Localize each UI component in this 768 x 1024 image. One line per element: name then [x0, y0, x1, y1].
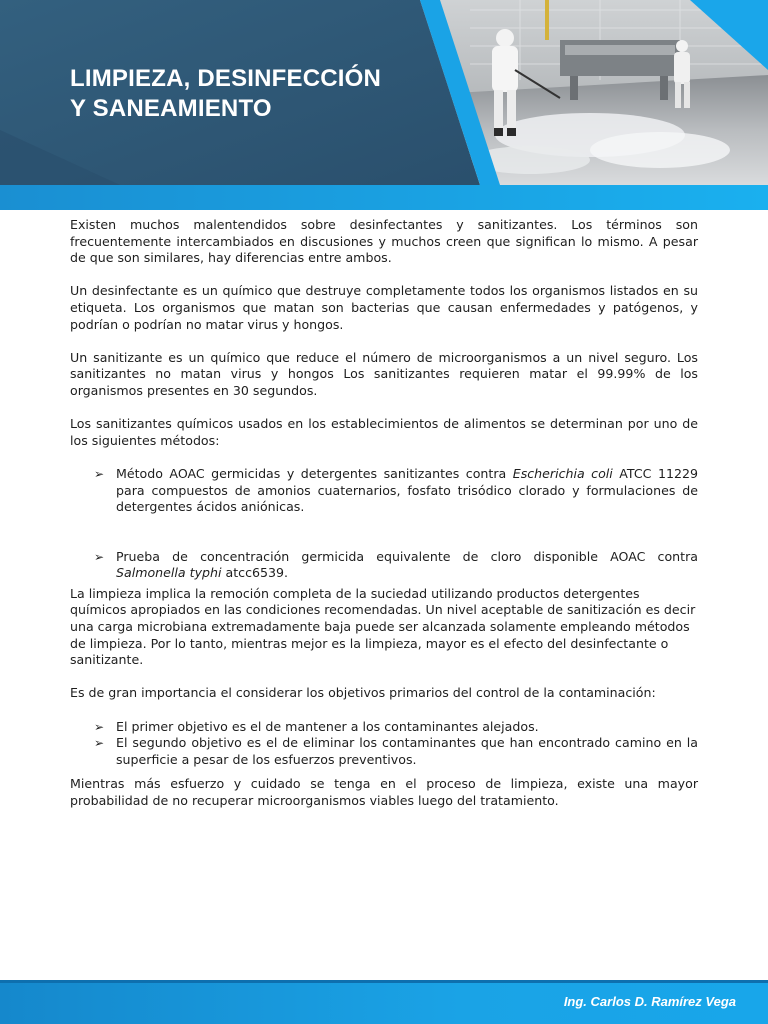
paragraph: Existen muchos malentendidos sobre desinfectantes y sanitizantes. Los términos son frecuentemente intercambiados en discusiones y muchos creen que significan lo mismo. A pesar de que son similares, hay diferencias entre ambos.	[70, 217, 698, 266]
arrow-bullet-icon: ➢	[94, 736, 105, 751]
list-item: ➢ Método AOAC germicidas y detergentes sanitizantes contra Escherichia coli ATCC 11229 para compuestos de amonios cuaternarios, fosfato trisódico clorado y formulaciones de detergentes ácidos aniónicas.	[94, 465, 699, 515]
article-body	[70, 217, 698, 826]
arrow-bullet-icon: ➢	[94, 466, 105, 481]
title-line-1: LIMPIEZA, DESINFECCIÓN	[70, 65, 382, 92]
arrow-bullet-icon: ➢	[94, 719, 105, 734]
objectives-list	[70, 719, 698, 769]
paragraph: Un sanitizante es un químico que reduce el número de microorganismos a un nivel seguro. Los sanitizantes no matan virus y hongos Los sanitizantes requieren matar el 99.99% de los organismos presentes en 30 segundos.	[70, 349, 698, 398]
paragraph: Un desinfectante es un químico que destruye completamente todos los organismos listados en su etiqueta. Los organismos que matan son bacterias que causan enfermedades y patógenos, y podrían o podrían no matar virus y hongos.	[70, 283, 698, 332]
header-accent-strip	[0, 185, 768, 210]
title-line-2: Y SANEAMIENTO	[70, 95, 272, 122]
list-item: ➢ El primer objetivo es el de mantener a los contaminantes alejados.	[94, 718, 539, 734]
arrow-bullet-icon: ➢	[94, 549, 105, 564]
author-name: Ing. Carlos D. Ramírez Vega	[563, 994, 736, 1009]
paragraph: Los sanitizantes químicos usados en los establecimientos de alimentos se determinan por uno de los siguientes métodos:	[70, 416, 698, 448]
methods-list-2	[70, 549, 698, 582]
paragraph: Es de gran importancia el considerar los objetivos primarios del control de la contaminación:	[70, 685, 656, 701]
list-item: ➢ Prueba de concentración germicida equivalente de cloro disponible AOAC contra Salmonella typhi atcc6539.	[94, 548, 698, 581]
list-item: ➢ El segundo objetivo es el de eliminar los contaminantes que han encontrado camino en la superficie a pesar de los esfuerzos preventivos.	[94, 735, 698, 767]
footer-top-band	[0, 980, 768, 983]
methods-list	[70, 466, 698, 516]
page-footer	[0, 980, 768, 1024]
paragraph: La limpieza implica la remoción completa de la suciedad utilizando productos detergentes químicos apropiados en las condiciones recomendadas. Un nivel aceptable de sanitización es decir una carga microbiana extremadamente baja puede ser alcanzada solamente empleando métodos de limpieza. Por lo tanto, mientras mejor es la limpieza, mayor es el efecto del desinfectante o sanitizante.	[70, 585, 696, 668]
page-header	[0, 0, 768, 210]
page-title	[70, 64, 381, 124]
paragraph: Mientras más esfuerzo y cuidado se tenga en el proceso de limpieza, existe una mayor probabilidad de no recuperar microorganismos viables luego del tratamiento.	[70, 776, 698, 808]
